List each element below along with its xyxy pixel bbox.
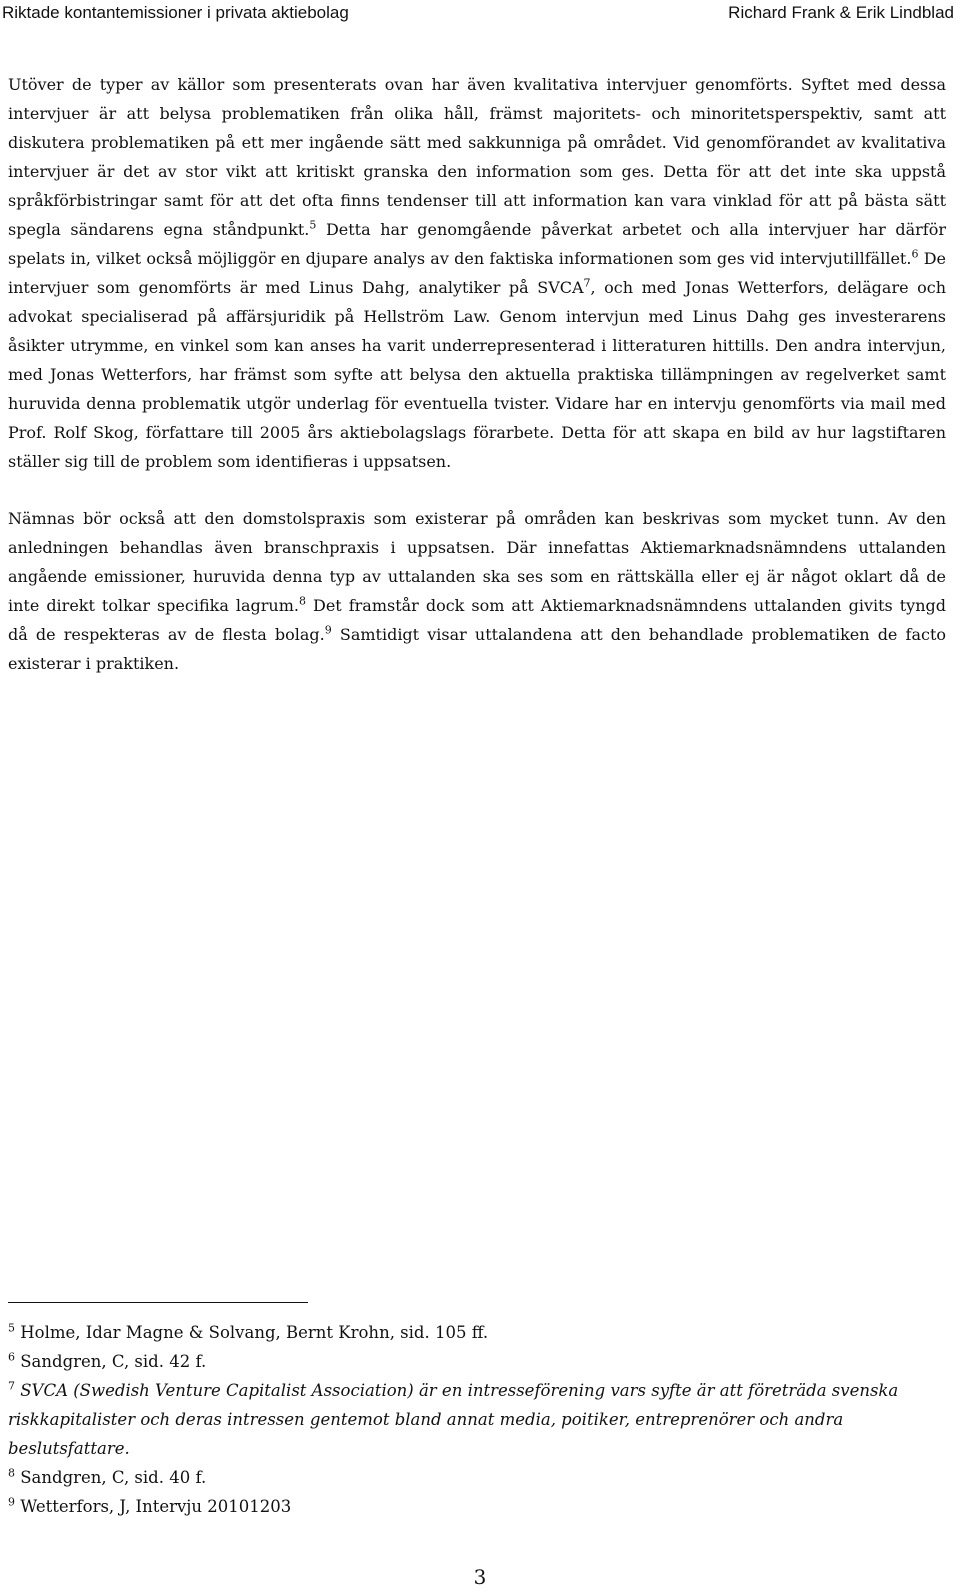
- footnote-number: 9: [8, 1495, 15, 1509]
- running-header: [0, 0, 960, 28]
- footnote-ref-7[interactable]: 7: [583, 276, 591, 290]
- footnote-number: 7: [8, 1379, 15, 1393]
- footnote-ref-8[interactable]: 8: [299, 594, 306, 608]
- footnote-text: Sandgren, C, sid. 42 f.: [15, 1352, 207, 1371]
- paragraph-praxis: [8, 504, 946, 678]
- footnote-number: 5: [8, 1321, 15, 1335]
- sentence: Nämnas bör också att den domstolspraxis som existerar på områden kan beskrivas som mycket tunn. Av den anledningen behandlas även branschpraxis i uppsatsen. Där innefattas Aktiemarknadsnämndens uttalanden angående emissioner, huruvida denna typ av uttalanden ska ses som en rättskälla eller ej är något oklart då de inte direkt tolkar specifika lagrum.: [8, 509, 946, 615]
- footnote-8: [8, 1463, 946, 1492]
- sentence: Detta har genomgående påverkat arbetet och alla intervjuer har därför spelats in, vilket också möjliggör en djupare analys av den faktiska informationen som ges vid intervjutillfället.: [8, 220, 947, 268]
- sentence: Utöver de typer av källor som presenterats ovan har även kvalitativa intervjuer genomförts. Syftet med dessa intervjuer är att belysa problematiken från olika håll, främst majoritets- och minoritetsperspektiv, samt att diskutera problematiken på ett mer ingående sätt med sakkunniga på området.: [8, 75, 946, 152]
- footnote-ref-9[interactable]: 9: [324, 623, 332, 637]
- header-authors: Richard Frank & Erik Lindblad: [728, 3, 954, 22]
- sentence: Samtidigt visar uttalandena att den behandlade problematiken de facto existerar i praktiken.: [8, 625, 947, 673]
- footnote-number: 6: [8, 1350, 15, 1364]
- sentence: , och med Jonas Wetterfors, delägare och advokat specialiserad på affärsjuridik på Hellström Law. Genom intervjun med Linus Dahg ges investerarens åsikter utrymme, en vinkel som kan anses ha varit underrepresenterad i litteraturen hittills. Den andra intervjun, med Jonas Wetterfors, har främst som syfte att belysa den aktuella praktiska tillämpningen av regelverket samt huruvida denna problematik utgör underlag för eventuella tvister. Vidare har en intervju genomförts via mail med Prof. Rolf Skog, författare till 2005 års aktiebolagslags förarbete. Detta för att skapa en bild av hur lagstiftaren ställer sig till de problem som identifieras i uppsatsen.: [8, 278, 946, 471]
- footnotes: [8, 1318, 946, 1521]
- sentence: Det framstår dock som att Aktiemarknadsnämndens uttalanden givits tyngd då de respekteras av de flesta bolag.: [8, 596, 947, 644]
- footnote-separator: [8, 1302, 308, 1303]
- footnote-ref-6[interactable]: 6: [911, 247, 919, 261]
- sentence: Vid genomförandet av kvalitativa intervjuer är det av stor vikt att kritiskt granska den information som ges. Detta för att det inte ska uppstå språkförbistringar samt för att det ofta finns tendenser till att information kan vara vinklad för att på bästa sätt spegla sändarens egna ståndpunkt.: [8, 133, 947, 239]
- paragraph-sources: [8, 70, 946, 476]
- footnote-text: Holme, Idar Magne & Solvang, Bernt Krohn, sid. 105 ff.: [15, 1323, 489, 1342]
- footnote-number: 8: [8, 1466, 15, 1480]
- body-text: [8, 70, 946, 706]
- footnote-text: Sandgren, C, sid. 40 f.: [15, 1468, 207, 1487]
- page-number: 3: [473, 1565, 487, 1589]
- footnote-7: [8, 1376, 946, 1463]
- footnote-9: [8, 1492, 946, 1521]
- footnote-text: Wetterfors, J, Intervju 20101203: [15, 1497, 292, 1516]
- footnote-text: SVCA (Swedish Venture Capitalist Association) är en intresseförening vars syfte är att företräda svenska riskkapitalister och deras intressen gentemot bland annat media, poitiker, entreprenörer och andra beslutsfattare.: [8, 1381, 899, 1458]
- sentence: De intervjuer som genomförts är med Linus Dahg, analytiker på SVCA: [8, 249, 946, 297]
- footnote-5: [8, 1318, 946, 1347]
- header-title: Riktade kontantemissioner i privata aktiebolag: [2, 3, 349, 22]
- footnote-ref-5[interactable]: 5: [309, 218, 317, 232]
- footnote-6: [8, 1347, 946, 1376]
